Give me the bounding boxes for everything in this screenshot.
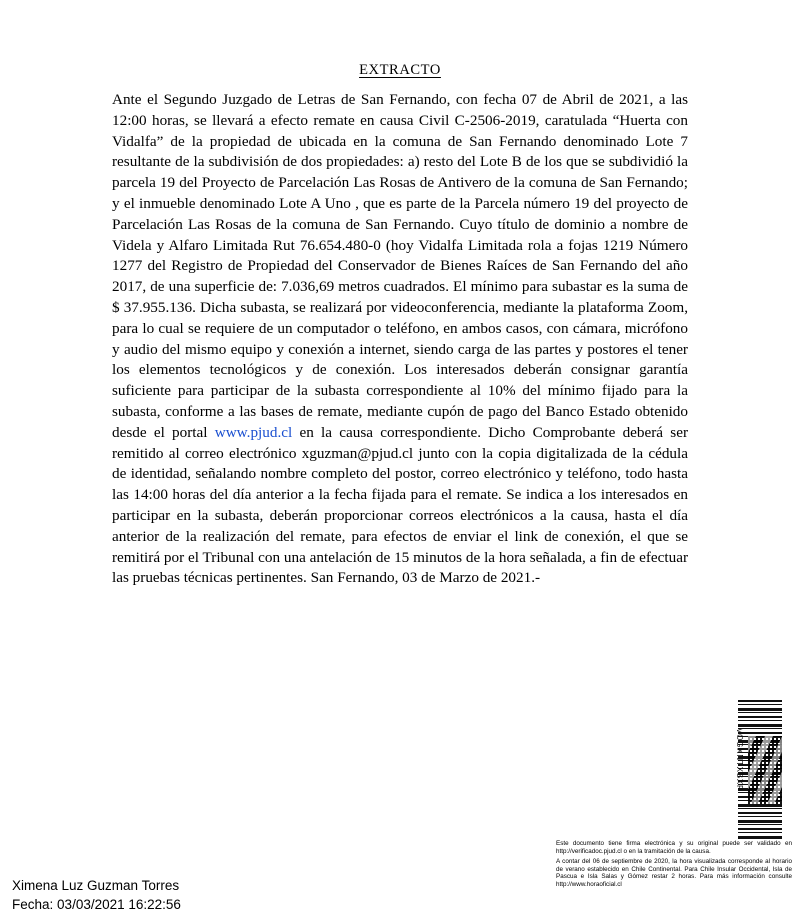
pjud-link[interactable]: www.pjud.cl (214, 423, 293, 441)
barcode-label: VOGXNTXSXF (735, 728, 744, 791)
signer-name: Ximena Luz Guzman Torres (12, 878, 180, 893)
document-body: Ante el Segundo Juzgado de Letras de San Fernando, con fecha 07 de Abril de 2021, a las 12:00 horas, se llevará a efecto remate en causa Civil C-2506-2019, caratulada “Huerta con Vidalfa” de la propiedad de ubicada en la comuna de San Fernando denominado Lote 7 resultante de la subdivisión de dos propiedades: a) resto del Lote B de los que se subdividió la parcela 19 del Proyecto de Parcelación Las Rosas de Antivero de la comuna de San Fernando; y el inmueble denominado Lote A Uno , que es parte de la Parcela número 19 del proyecto de Parcelación Las Rosas de la comuna de San Fernando. Cuyo título de dominio a nombre de Videla y Alfaro Limitada Rut 76.654.480-0 (hoy Vidalfa Limitada rola a fojas 1219 Número 1277 del Registro de Propiedad del Conservador de Bienes Raíces de San Fernando del año 2017, de una superficie de: 7.036,69 metros cuadrados. El mínimo para subastar es la suma de $ 37.955.136. Dicha subasta, se realizará por videoconferencia, mediante la plataforma Zoom, para lo cual se requiere de un computador o teléfono, en ambos casos, con cámara, micrófono y audio del mismo equipo y conexión a internet, siendo carga de las partes y postores el tener los elementos tecnológicos y de conexión. Los interesados deberán consignar garantía suficiente para participar de la subasta correspondiente al 10% del mínimo fijado para la subasta, conforme a las bases de remate, mediante cupón de pago del Banco Estado obtenido desde el portal www.pjud.cl en la causa correspondiente. Dicho Comprobante deberá ser remitido al correo electrónico xguzman@pjud.cl junto con la copia digitalizada de la cédula de identidad, señalando nombre completo del postor, correo electrónico y teléfono, todo hasta las 14:00 horas del día anterior a la fecha fijada para el remate. Se indica a los interesados en participar en la subasta, deberán proporcionar correos electrónicos a la causa, hasta el día anterior de la realización del remate, para efectos de enviar el link de conexión, el que se remitirá por el Tribunal con una antelación de 15 minutos de la hora señalada, a fin de efectuar las pruebas técnicas pertinentes. San Fernando, 03 de Marzo de 2021.- (112, 91, 689, 587)
qr-code-overlay (748, 736, 782, 804)
signer-block (12, 876, 181, 914)
page-title: EXTRACTO (359, 62, 441, 78)
signer-date-label: Fecha: (12, 897, 54, 912)
signer-date-value: 03/03/2021 16:22:56 (57, 897, 181, 912)
legal-note-line-1: Este documento tiene firma electrónica y su original puede ser validado en http://verificadoc.pjud.cl o en la tramitación de la causa. (556, 840, 792, 855)
signer-date (12, 895, 181, 914)
legal-note-line-2: A contar del 06 de septiembre de 2020, la hora visualizada corresponde al horario de verano establecido en Chile Continental. Para Chile Insular Occidental, Isla de Pascua e Isla Salas y Gómez restar 2 horas. Para más información consulte http://www.horaoficial.cl (556, 858, 792, 888)
electronic-signature-stamp (735, 700, 782, 840)
legal-validation-note (556, 840, 792, 892)
